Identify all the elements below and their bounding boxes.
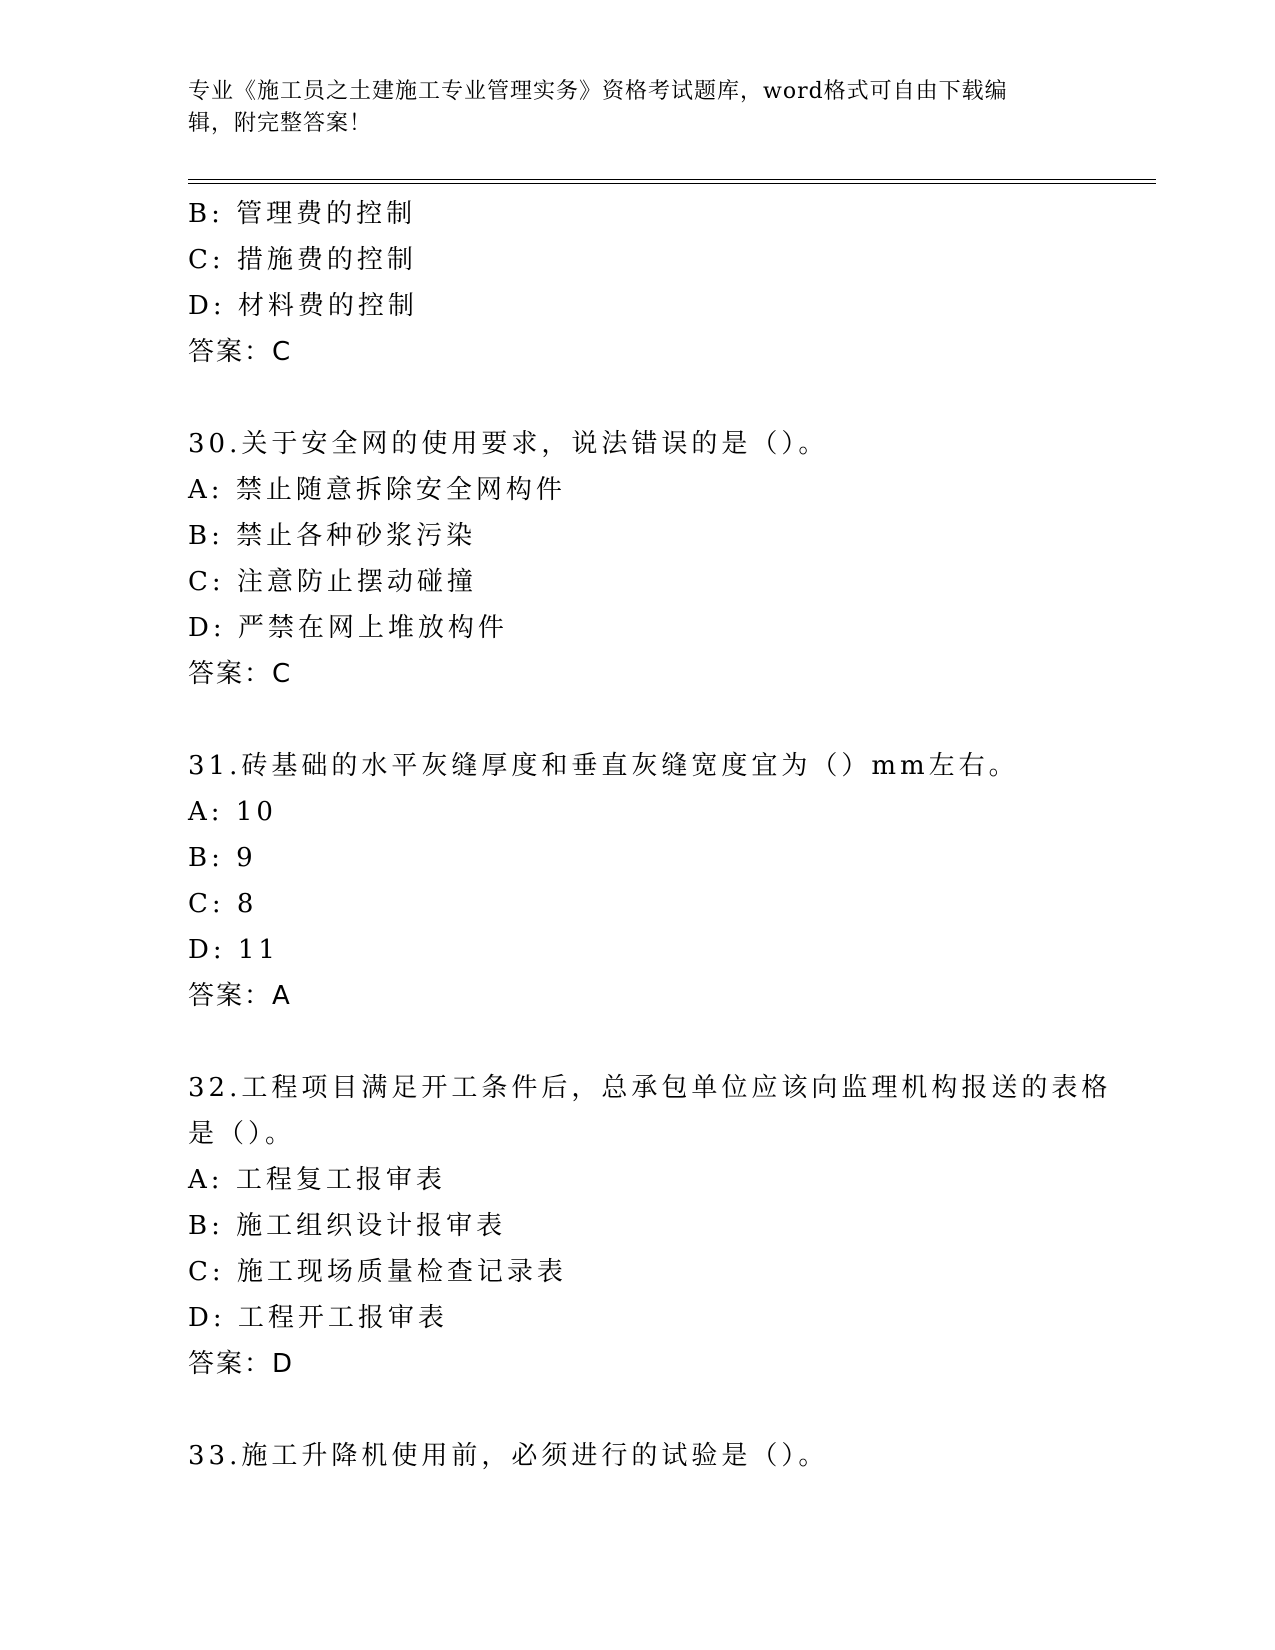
option-letter: C: [188,1257,225,1287]
spacer [188,1387,1088,1433]
question-block-31 [188,743,1088,1019]
option-d [188,605,1088,651]
option-c [188,559,1088,605]
header-line-1: 专业《施工员之土建施工专业管理实务》资格考试题库，word格式可自由下载编 [188,79,1008,104]
option-text: 9 [236,843,257,873]
option-letter: B: [188,843,224,873]
option-letter: C: [188,245,225,275]
document-header [188,76,1088,140]
option-text: 禁止随意拆除安全网构件 [235,475,566,505]
option-letter: D: [188,613,226,643]
question-stem-continued: 是（）。 [188,1119,296,1149]
spacer [188,375,1088,421]
answer-line: 答案：A [188,981,292,1011]
option-letter: B: [188,521,224,551]
option-letter: D: [188,1303,226,1333]
option-text: 工程复工报审表 [235,1165,446,1195]
header-divider-bottom [188,183,1156,184]
option-d [188,1295,1088,1341]
option-text: 管理费的控制 [236,199,417,229]
option-text: 10 [235,797,277,827]
answer-line: 答案：D [188,1349,295,1379]
answer-line: 答案：C [188,659,293,689]
option-b [188,1203,1088,1249]
option-c [188,881,1088,927]
option-text: 施工组织设计报审表 [236,1211,507,1241]
option-text: 工程开工报审表 [237,1303,448,1333]
question-block-30 [188,421,1088,697]
option-b [188,835,1088,881]
option-letter: C: [188,889,225,919]
option-a [188,1157,1088,1203]
spacer [188,697,1088,743]
option-text: 11 [237,935,279,965]
option-b [188,191,1088,237]
question-block-33 [188,1433,1088,1479]
option-text: 注意防止摆动碰撞 [236,567,477,597]
option-a [188,789,1088,835]
option-letter: D: [188,935,226,965]
option-d [188,283,1088,329]
question-list [188,191,1112,1479]
option-letter: A: [188,1165,224,1195]
option-text: 8 [236,889,258,919]
option-letter: D: [188,291,226,321]
option-d [188,927,1088,973]
option-letter: A: [188,475,224,505]
answer-line: 答案：C [188,337,293,367]
option-text: 严禁在网上堆放构件 [237,613,508,643]
spacer [188,1019,1088,1065]
option-text: 施工现场质量检查记录表 [236,1257,567,1287]
option-letter: B: [188,199,224,229]
question-stem: 33.施工升降机使用前，必须进行的试验是（）。 [188,1441,829,1471]
question-stem: 30.关于安全网的使用要求，说法错误的是（）。 [188,429,829,459]
option-b [188,513,1088,559]
option-c [188,1249,1088,1295]
question-block-32 [188,1065,1112,1387]
option-c [188,237,1088,283]
option-a [188,467,1088,513]
question-block-29 [188,191,1088,375]
header-line-2: 辑，附完整答案！ [188,111,373,136]
option-letter: C: [188,567,225,597]
option-letter: A: [188,797,224,827]
option-text: 材料费的控制 [237,291,418,321]
option-letter: B: [188,1211,224,1241]
option-text: 措施费的控制 [236,245,417,275]
option-text: 禁止各种砂浆污染 [236,521,477,551]
header-divider-top [188,179,1156,180]
question-stem: 32.工程项目满足开工条件后，总承包单位应该向监理机构报送的表格 [188,1073,1112,1103]
question-stem: 31.砖基础的水平灰缝厚度和垂直灰缝宽度宜为（）mm左右。 [188,751,1019,781]
